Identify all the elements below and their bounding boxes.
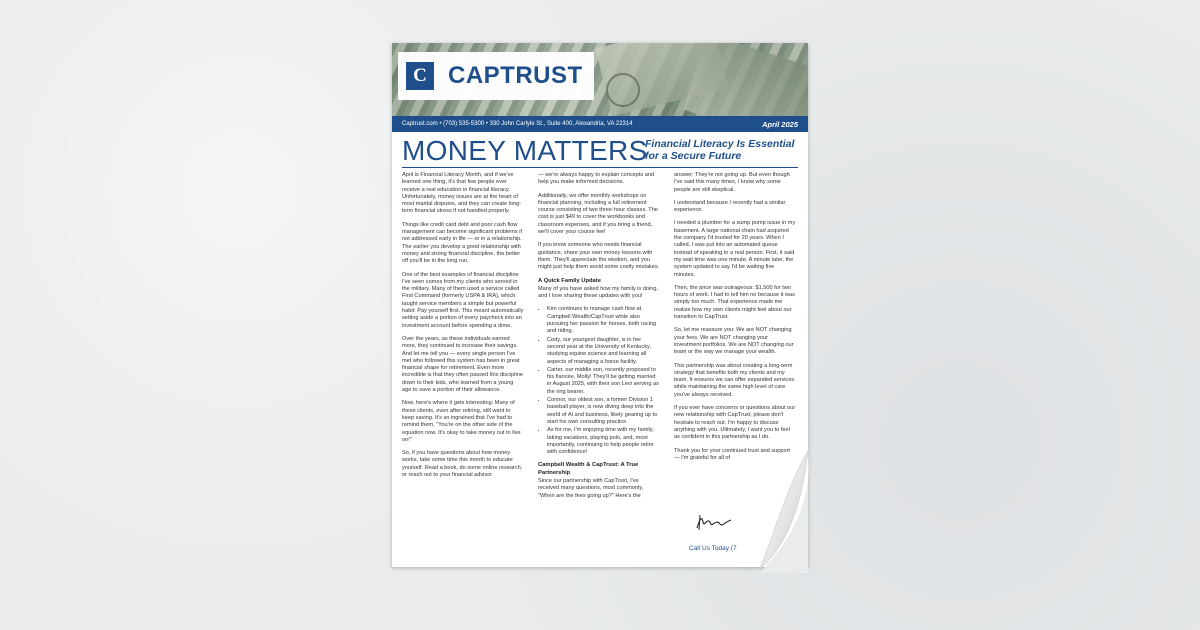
newsletter-title: MONEY MATTERS xyxy=(402,135,648,166)
banknote-image xyxy=(683,43,808,116)
list-item: • Carter, our middle son, recently proposed to his fiancée, Molly! They'll be getting married in August 2025, with their son Levi serving as the ring bearer. xyxy=(547,367,660,396)
brand-logo xyxy=(398,52,594,100)
family-update-list xyxy=(538,306,660,456)
paragraph: Then, the price was outrageous: $1,500 for two hours of work. I had to tell him no because it was simply too much. That experience made me realize how my own clients might feel about our transition to CapTrust. xyxy=(674,284,795,321)
paragraph: Thank you for your continued trust and support — I'm grateful for all of xyxy=(674,447,790,461)
paragraph: One of the best examples of financial discipline I've seen comes from my clients who served in the military. Many of them used a service called First Command (formerly USPA & IRA), which taught service members a simple but powerful habit: Pay yourself first. This meant automatically setting aside a portion of every paycheck into an investment account before spending a dime. xyxy=(402,271,524,329)
paragraph: Things like credit card debt and poor cash flow management can become significant problems if not addressed early in life — or in a relationship. The earlier you develop a good relationship with money and strong financial discipline, the better off you'll be in the long run. xyxy=(402,221,523,265)
paragraph: Additionally, we offer monthly workshops on financial planning, including a full retirement course consisting of two three-hour classes. The cost is just $49 to cover the workbooks and classroom expenses, and if you bring a friend, we'll cover your course fee! xyxy=(538,192,658,236)
call-to-action: Call Us Today (7 xyxy=(689,545,737,552)
paragraph: If you know someone who needs financial guidance, share your own money lessons with them. They'll appreciate the wisdom, and you might just help them avoid some costly mistakes. xyxy=(538,242,660,271)
paragraph: Many of you have asked how my family is doing, and I love sharing these updates with you! xyxy=(538,285,659,300)
section-heading: Campbell Wealth & CapTrust: A True Partnership xyxy=(538,462,639,476)
list-item: • Cody, our youngest daughter, is in her second year at the University of Kentucky, studying equine science and learning all aspects of managing a horse facility. xyxy=(547,337,660,366)
divider xyxy=(402,167,798,168)
list-item: • As for me, I'm enjoying time with my family, taking vacations, playing polo, and, most importantly, continuing to help people retire with confidence! xyxy=(547,427,660,456)
paragraph: Now, here's where it gets interesting: Many of these clients, even after retiring, still want to keep saving. It's so ingrained that I've had to remind them, "You're on the other side of the equation now. It's okay to take money out to live on!" xyxy=(402,400,521,443)
article-column-2 xyxy=(538,172,660,506)
paragraph: Since our partnership with CapTrust, I've received many questions, most commonly, "When are the fees going up?" Here's the xyxy=(538,477,644,499)
paragraph: April is Financial Literacy Month, and if we've learned one thing, it's that few people ever receive a real education in financial literacy. Unfortunately, money issues are at the heart of most marital disputes, and they can create long-term financial stress if not handled properly. xyxy=(402,172,522,215)
paragraph: This partnership was about creating a long-term strategy that benefits both my clients and my team. It ensures we can offer expanded services while maintaining the same high level of care you've always received. xyxy=(674,362,795,398)
issue-date: April 2025 xyxy=(762,119,798,129)
article-column-1 xyxy=(402,172,524,485)
paragraph: So, if you have questions about how money works, take some time this month to educate yourself. Read a book, do some online research, or reach out to your financial advisor xyxy=(402,450,523,478)
paragraph: Over the years, as these individuals earned more, they continued to increase their savings. And let me tell you — every single person I've met who followed this system has been in great financial shape for retirement. Even more incredible is that they often passed this discipline down to their kids, who learned from a young age to save a portion of their allowance. xyxy=(402,335,523,394)
paragraph: answer: They're not going up. But even though I've said this many times, I know why some people are still skeptical. xyxy=(674,172,790,193)
paragraph: So, let me reassure you: We are NOT changing your fees. We are NOT changing your investment portfolios. We are NOT changing our team or the way we manage your wealth. xyxy=(674,327,794,356)
contact-info: Captrust.com • (703) 535-5300 • 330 John Carlyle St., Suite 400, Alexandria, VA 22314 xyxy=(402,121,633,127)
paragraph: — we're always happy to explain concepts and help you make informed decisions. xyxy=(538,172,655,186)
paragraph: If you ever have concerns or questions about our new relationship with CapTrust, please don't hesitate to reach out. I'm happy to discuss anything with you. Ultimately, I want you to feel as confident in this partnership as I do. xyxy=(674,405,796,441)
list-item: • Connor, our oldest son, a former Division 1 baseball player, is now diving deep into the world of AI and business, likely gearing up to start his own consulting practice. xyxy=(547,397,660,426)
article-column-3 xyxy=(674,172,796,468)
paragraph: I needed a plumber for a sump pump issue in my basement. A large national chain had acquired the company I'd trusted for 20 years. When I called, I was put into an automated queue instead of speaking to a real person. First, it said my wait time was one minute. A minute later, the system updated to say I'd be waiting five minutes. xyxy=(674,220,796,278)
brand-name: CAPTRUST xyxy=(448,62,583,89)
logo-mark-icon: C xyxy=(406,62,434,90)
page-curl xyxy=(760,451,816,573)
signature-image xyxy=(694,512,734,532)
banknote-seal xyxy=(606,73,640,107)
headline xyxy=(402,136,802,166)
article-title: Financial Literacy Is Essential for a Secure Future xyxy=(645,138,795,162)
newsletter-page xyxy=(392,43,808,567)
paragraph: I understand because I recently had a similar experience. xyxy=(674,199,786,214)
contact-bar xyxy=(392,116,808,132)
masthead-money-photo xyxy=(392,43,808,116)
list-item: • Kim continues to manage cash flow at Campbell Wealth/CapTrust while also pursuing her passion for horses, both racing and riding. xyxy=(547,306,660,335)
section-heading: A Quick Family Update xyxy=(538,277,601,284)
